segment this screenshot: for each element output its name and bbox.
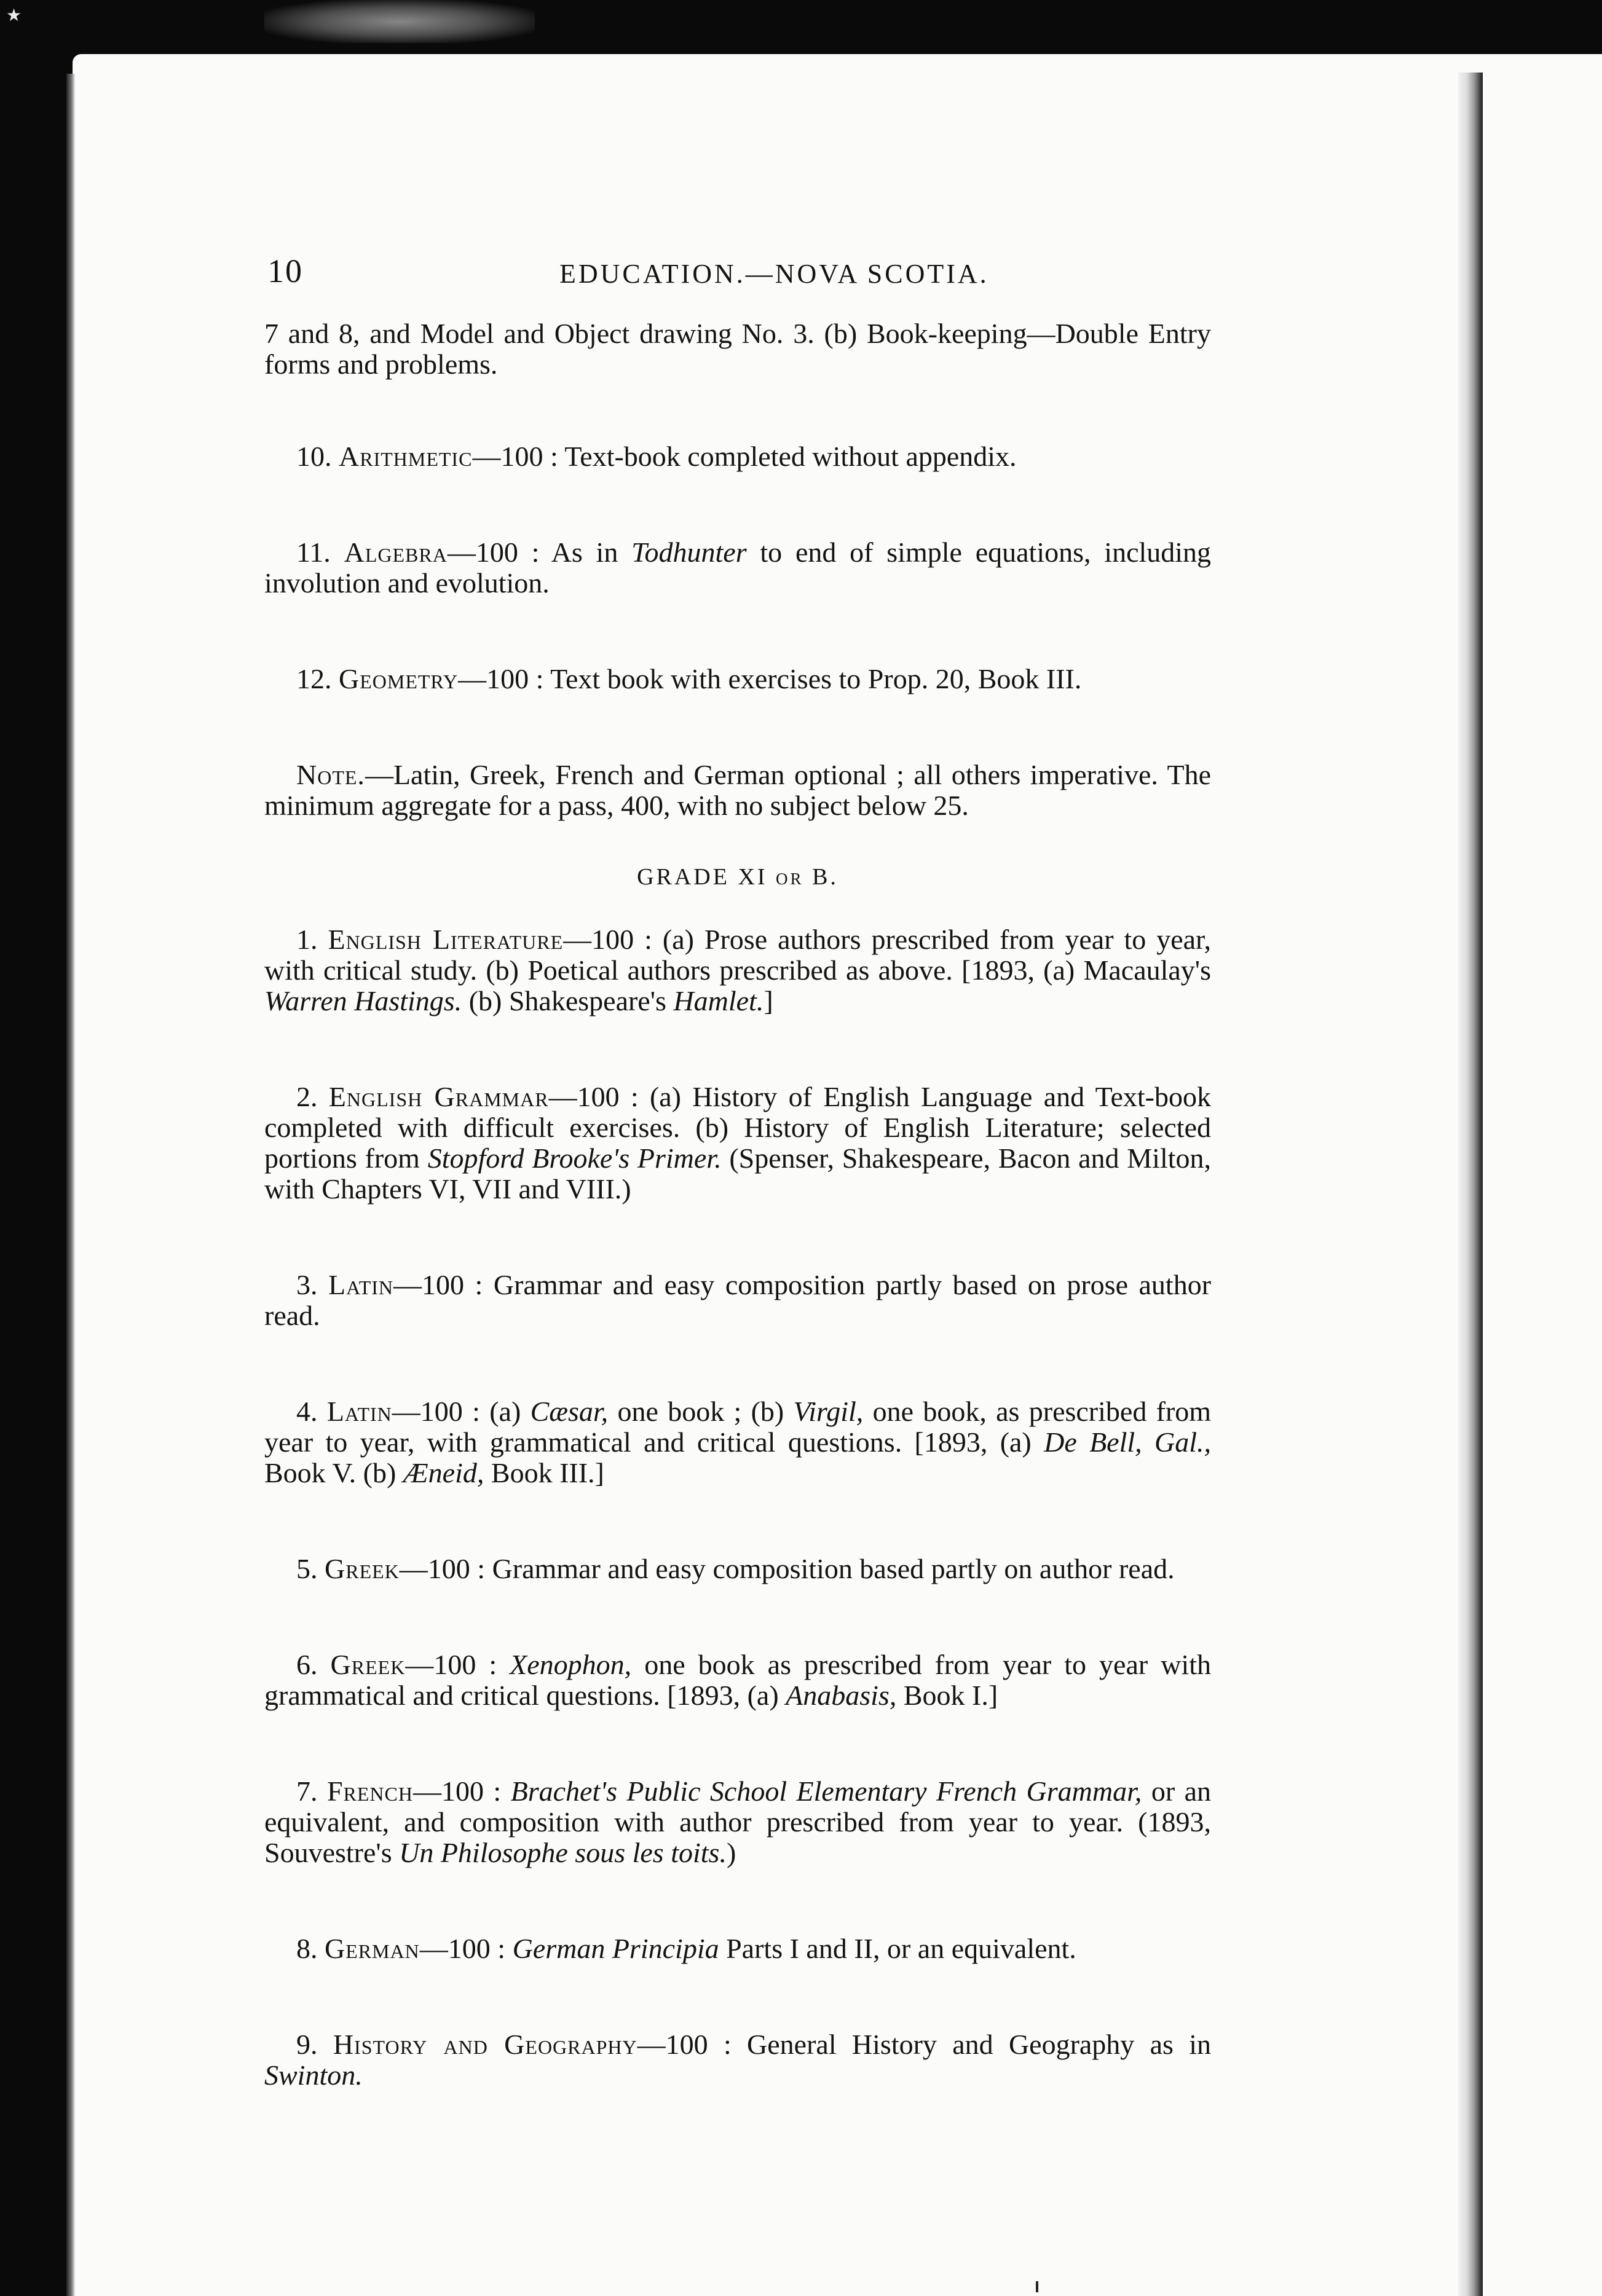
item-italic-title: De Bell, Gal., bbox=[1044, 1426, 1212, 1458]
item-text: ) bbox=[726, 1837, 736, 1868]
grade-heading: GRADE XI or B. bbox=[637, 864, 838, 890]
item-text: As in bbox=[551, 537, 618, 568]
note-paragraph bbox=[264, 760, 1211, 821]
item-number: 11. bbox=[296, 537, 331, 568]
item-number: 2. bbox=[296, 1081, 318, 1112]
item-heading: French bbox=[326, 1775, 413, 1807]
item-marks: —100 : bbox=[472, 441, 558, 472]
item-marks: —100 : bbox=[458, 663, 544, 694]
item-text: or an equivalent, and composition with author prescribed from year to year. (1893, Souvestre's bbox=[264, 1775, 1212, 1868]
item-latin-authors bbox=[264, 1396, 1211, 1488]
item-text: Text book with exercises to Prop. 20, Book III. bbox=[550, 663, 1082, 694]
item-text: Book III.] bbox=[491, 1457, 604, 1488]
item-marks: —100 : bbox=[548, 1081, 639, 1112]
item-italic-title: Hamlet. bbox=[673, 985, 764, 1016]
item-italic-title: Anabasis, bbox=[786, 1680, 897, 1711]
item-algebra bbox=[264, 537, 1211, 599]
continuation-paragraph: 7 and 8, and Model and Object drawing No. 3. (b) Book-keeping—Double Entry forms and problems. bbox=[264, 318, 1211, 380]
item-number: 12. bbox=[296, 663, 332, 694]
item-italic-title: Cæsar, bbox=[530, 1396, 609, 1427]
item-marks: —100 : bbox=[637, 2029, 732, 2060]
item-marks: —100 : bbox=[405, 1649, 497, 1680]
item-latin-grammar bbox=[264, 1270, 1211, 1331]
item-number: 8. bbox=[296, 1933, 318, 1964]
item-text: to end of simple equations, including involution and evolution. bbox=[264, 537, 1212, 599]
item-french bbox=[264, 1776, 1211, 1868]
item-text: one book, as prescribed from year to year, with grammatical and critical questions. [1893, (a) bbox=[264, 1396, 1212, 1458]
item-greek-authors bbox=[264, 1649, 1211, 1711]
item-number: 1. bbox=[296, 924, 318, 955]
item-number: 4. bbox=[296, 1396, 318, 1427]
item-marks: —100 : bbox=[392, 1396, 480, 1427]
item-text: (a) Prose authors prescribed from year to year, with critical study. (b) Poetical authors prescribed as above. [1893, (a) Macaulay's bbox=[264, 924, 1212, 986]
scan-smudge bbox=[264, 0, 535, 43]
document-body bbox=[264, 318, 1211, 2156]
scan-bottom-mark bbox=[1036, 2281, 1038, 2292]
item-text: ] bbox=[764, 985, 773, 1016]
item-text: (a) bbox=[489, 1396, 521, 1427]
item-english-grammar bbox=[264, 1082, 1211, 1205]
item-marks: —100 : bbox=[412, 1775, 502, 1807]
item-greek-grammar bbox=[264, 1554, 1211, 1584]
running-header bbox=[267, 252, 1226, 289]
item-heading: History and Geography bbox=[333, 2029, 637, 2060]
item-italic-title: Todhunter bbox=[631, 537, 747, 568]
note-text: —Latin, Greek, French and German optional ; all others imperative. The minimum aggregate for a pass, 400, with no subject below 25. bbox=[264, 759, 1211, 821]
item-heading: Geometry bbox=[339, 663, 459, 694]
note-heading: Note. bbox=[296, 759, 365, 790]
item-text: one book ; (b) bbox=[617, 1396, 784, 1427]
item-english-literature bbox=[264, 924, 1211, 1016]
item-heading: English Grammar bbox=[328, 1081, 549, 1112]
item-italic-title: Swinton. bbox=[264, 2059, 363, 2091]
item-text: Book I.] bbox=[903, 1680, 998, 1711]
item-text: (b) Shakespeare's bbox=[468, 985, 666, 1016]
page-left-edge bbox=[66, 74, 75, 2296]
item-german bbox=[264, 1933, 1211, 1964]
item-italic-title: Xenophon, bbox=[510, 1649, 632, 1680]
item-marks: —100 : bbox=[563, 924, 652, 955]
item-italic-title: German Principia bbox=[512, 1933, 719, 1964]
item-heading: Latin bbox=[328, 1269, 394, 1300]
item-text: Grammar and easy composition partly based on prose author read. bbox=[264, 1269, 1212, 1331]
page-right-margin bbox=[1483, 73, 1602, 2296]
item-italic-title: Æneid, bbox=[403, 1457, 484, 1488]
item-text: Parts I and II, or an equivalent. bbox=[726, 1933, 1076, 1964]
item-number: 7. bbox=[296, 1775, 318, 1807]
item-heading: German bbox=[325, 1933, 420, 1964]
item-italic-title: Virgil, bbox=[793, 1396, 864, 1427]
item-text: General History and Geography as in bbox=[747, 2029, 1212, 2060]
item-text: Text-book completed without appendix. bbox=[564, 441, 1017, 472]
item-number: 3. bbox=[296, 1269, 318, 1300]
item-number: 6. bbox=[296, 1649, 318, 1680]
item-heading: Arithmetic bbox=[339, 441, 473, 472]
item-heading: Greek bbox=[330, 1649, 406, 1680]
item-italic-title: Warren Hastings. bbox=[264, 985, 462, 1016]
item-marks: —100 : bbox=[447, 537, 540, 568]
item-heading: Latin bbox=[326, 1396, 392, 1427]
item-text: Grammar and easy composition based partly on author read. bbox=[492, 1553, 1175, 1584]
item-arithmetic bbox=[264, 441, 1211, 472]
item-text: Book V. (b) bbox=[264, 1457, 397, 1488]
item-number: 5. bbox=[296, 1553, 318, 1584]
item-italic-title: Un Philosophe sous les toits. bbox=[399, 1837, 727, 1868]
item-marks: —100 : bbox=[399, 1553, 486, 1584]
item-heading: Algebra bbox=[344, 537, 448, 568]
item-number: 10. bbox=[296, 441, 332, 472]
item-marks: —100 : bbox=[393, 1269, 483, 1300]
scan-corner-mark: ★ bbox=[6, 6, 22, 25]
item-italic-title: Stopford Brooke's Primer. bbox=[427, 1142, 722, 1174]
item-text: one book as prescribed from year to year with grammatical and critical questions. [1893, (a) bbox=[264, 1649, 1212, 1711]
item-number: 9. bbox=[296, 2029, 318, 2060]
item-text: (Spenser, Shakespeare, Bacon and Milton, with Chapters VI, VII and VIII.) bbox=[264, 1142, 1212, 1205]
running-title: EDUCATION.—NOVA SCOTIA. bbox=[559, 259, 989, 289]
page-gutter-shadow bbox=[1458, 73, 1483, 2296]
item-history-geography bbox=[264, 2029, 1211, 2091]
item-heading: Greek bbox=[325, 1553, 400, 1584]
item-geometry bbox=[264, 664, 1211, 694]
item-marks: —100 : bbox=[419, 1933, 506, 1964]
item-text: (a) History of English Language and Text-book completed with difficult exercises. (b) History of English Literature; selected portions from bbox=[264, 1081, 1211, 1174]
item-heading: English Literature bbox=[328, 924, 564, 955]
page-number: 10 bbox=[267, 253, 303, 289]
item-italic-title: Brachet's Public School Elementary French Grammar, bbox=[510, 1775, 1142, 1807]
